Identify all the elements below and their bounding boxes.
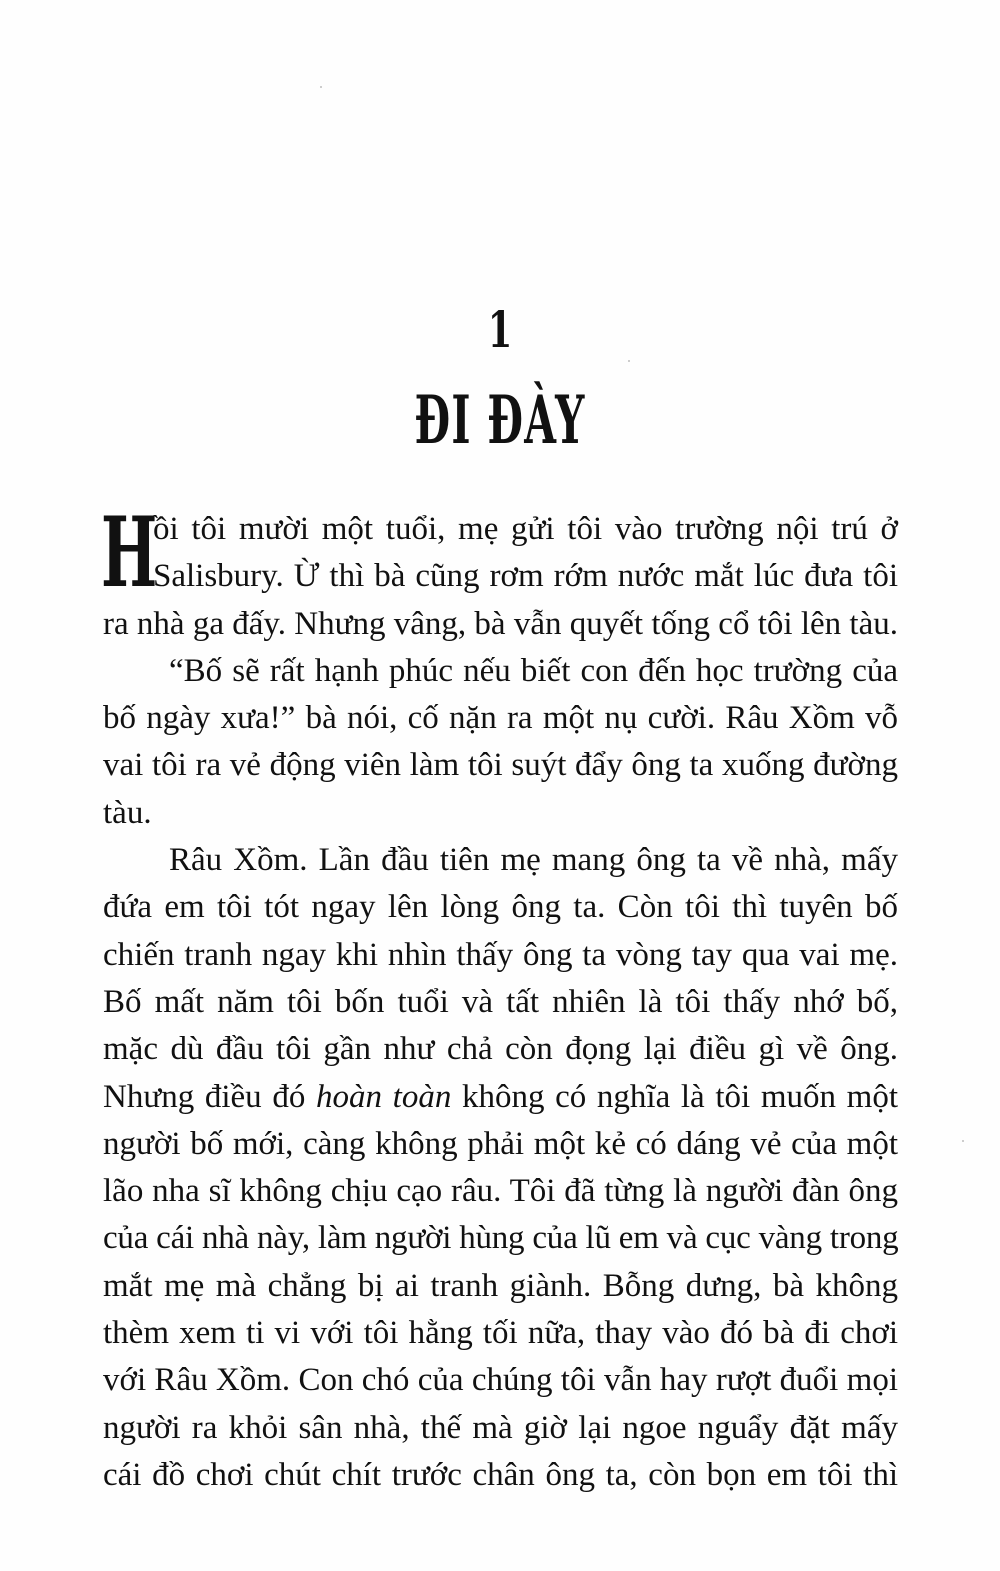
text-line: bố ngày xưa!” bà nói, cố nặn ra một nụ cười. Râu Xồm vỗ [103,700,898,737]
text-line: đứa em tôi tót ngay lên lòng ông ta. Còn tôi thì tuyên bố [103,889,898,926]
text-segment: Nhưng điều đó [103,1078,316,1115]
text-line: với Râu Xồm. Con chó của chúng tôi vẫn hay rượt đuổi mọi [103,1362,898,1399]
text-line: của cái nhà này, làm người hùng của lũ em và cục vàng trong [103,1220,899,1257]
text-line: mặc dù đầu tôi gần như chả còn đọng lại điều gì về ông. [103,1031,898,1068]
text-line: lão nha sĩ không chịu cạo râu. Tôi đã từng là người đàn ông [103,1173,898,1210]
paragraph-3 [103,837,898,1499]
paragraph-1 [101,496,898,648]
text-line: người bố mới, càng không phải một kẻ có dáng vẻ của một [103,1125,898,1162]
text-line: thèm xem ti vi với tôi hằng tối nữa, thay vào đó bà đi chơi [103,1315,898,1352]
text-line: ồi tôi mười một tuổi, mẹ gửi tôi vào trường nội trú ở [153,511,898,547]
text-line: Bố mất năm tôi bốn tuổi và tất nhiên là tôi thấy nhớ bố, [103,983,898,1020]
paper-speck [628,360,630,362]
text-line: người ra khỏi sân nhà, thế mà giờ lại ngoe nguẩy đặt mấy [103,1409,898,1446]
chapter-title: ĐI ĐÀY [414,381,586,459]
text-line: Salisbury. Ừ thì bà cũng rơm rớm nước mắt lúc đưa tôi [153,558,898,595]
paragraph-2 [103,648,898,837]
text-line: tàu. [103,794,152,831]
text-line-with-emphasis [103,1074,898,1121]
chapter-number: 1 [487,300,513,359]
paper-speck [962,1140,964,1142]
text-line: vai tôi ra vẻ động viên làm tôi suýt đẩy ông ta xuống đường [103,747,898,784]
chapter-body [101,496,899,1499]
text-line: “Bố sẽ rất hạnh phúc nếu biết con đến học trường của [169,652,898,689]
text-line: chiến tranh ngay khi nhìn thấy ông ta vòng tay qua vai mẹ. [103,936,898,973]
text-segment: không có nghĩa là tôi muốn một [451,1078,899,1115]
drop-cap: H [101,496,158,609]
text-line: mắt mẹ mà chẳng bị ai tranh giành. Bỗng dưng, bà không [103,1267,898,1304]
text-line: ra nhà ga đấy. Nhưng vâng, bà vẫn quyết tống cổ tôi lên tàu. [103,605,898,642]
emphasis-text: hoàn toàn [316,1078,452,1115]
paper-speck [320,86,322,88]
text-line: Râu Xồm. Lần đầu tiên mẹ mang ông ta về nhà, mấy [169,842,898,879]
text-line: cái đồ chơi chút chít trước chân ông ta, còn bọn em tôi thì [103,1456,898,1493]
